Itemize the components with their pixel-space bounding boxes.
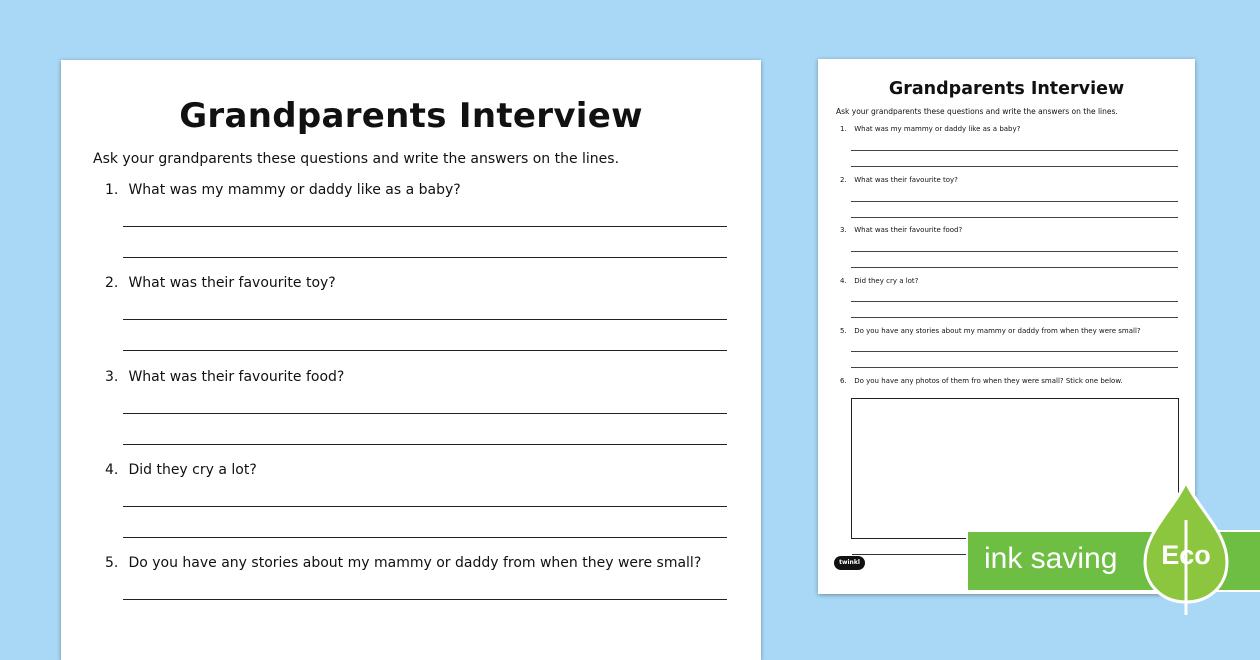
- answer-line: [851, 351, 1178, 352]
- question-number: 3.: [105, 369, 119, 385]
- question-text: What was my mammy or daddy like as a baby?: [854, 125, 1021, 133]
- question-5: [840, 327, 1141, 335]
- worksheet-title: Grandparents Interview: [179, 96, 643, 136]
- question-text: What was their favourite toy?: [854, 176, 958, 184]
- question-3: [840, 226, 962, 234]
- answer-line: [851, 166, 1178, 167]
- question-number: 5.: [105, 555, 119, 571]
- question-text: What was my mammy or daddy like as a baby?: [128, 182, 461, 198]
- answer-line: [851, 301, 1178, 302]
- question-number: 1.: [105, 182, 119, 198]
- answer-line: [123, 319, 727, 320]
- question-number: 4.: [840, 277, 847, 285]
- answer-line: [851, 217, 1178, 218]
- answer-line: [851, 201, 1178, 202]
- question-6: [840, 377, 1123, 385]
- answer-line: [123, 226, 727, 227]
- answer-line: [123, 413, 727, 414]
- answer-line: [123, 257, 727, 258]
- answer-line: [851, 267, 1178, 268]
- photo-box: [851, 398, 1179, 539]
- question-text: What was their favourite food?: [128, 369, 345, 385]
- answer-line: [123, 444, 727, 445]
- worksheet-large: [61, 60, 761, 660]
- eco-label: Eco: [1161, 540, 1211, 570]
- question-number: 4.: [105, 462, 119, 478]
- question-3: [105, 369, 344, 385]
- question-2: [840, 176, 958, 184]
- question-number: 2.: [105, 275, 119, 291]
- eco-drop: [1141, 480, 1231, 615]
- answer-line: [123, 537, 727, 538]
- question-number: 5.: [840, 327, 847, 335]
- worksheet-instructions: Ask your grandparents these questions and write the answers on the lines.: [836, 107, 1118, 116]
- question-text: What was their favourite food?: [854, 226, 963, 234]
- twinkl-logo: twinkl: [834, 556, 865, 570]
- answer-line: [123, 350, 727, 351]
- question-number: 3.: [840, 226, 847, 234]
- question-4: [840, 277, 918, 285]
- question-5: [105, 555, 701, 571]
- question-text: Did they cry a lot?: [128, 462, 257, 478]
- answer-line: [123, 506, 727, 507]
- question-text: Did they cry a lot?: [854, 277, 919, 285]
- question-4: [105, 462, 257, 478]
- question-text: Do you have any photos of them fro when they were small? Stick one below.: [854, 377, 1123, 385]
- worksheet-instructions: Ask your grandparents these questions and write the answers on the lines.: [93, 151, 620, 167]
- question-number: 1.: [840, 125, 847, 133]
- answer-line: [851, 367, 1178, 368]
- question-number: 6.: [840, 377, 847, 385]
- question-2: [105, 275, 336, 291]
- worksheet-small: [818, 59, 1195, 594]
- question-text: Do you have any stories about my mammy or daddy from when they were small?: [128, 555, 702, 571]
- answer-line: [123, 599, 727, 600]
- answer-line: [851, 150, 1178, 151]
- ink-saving-label: ink saving: [984, 542, 1118, 575]
- question-1: [105, 182, 461, 198]
- question-text: What was their favourite toy?: [128, 275, 336, 291]
- question-number: 2.: [840, 176, 847, 184]
- question-1: [840, 125, 1020, 133]
- worksheet-title: Grandparents Interview: [888, 79, 1125, 99]
- answer-line: [851, 251, 1178, 252]
- answer-line: [851, 317, 1178, 318]
- question-text: Do you have any stories about my mammy or daddy from when they were small?: [854, 327, 1141, 335]
